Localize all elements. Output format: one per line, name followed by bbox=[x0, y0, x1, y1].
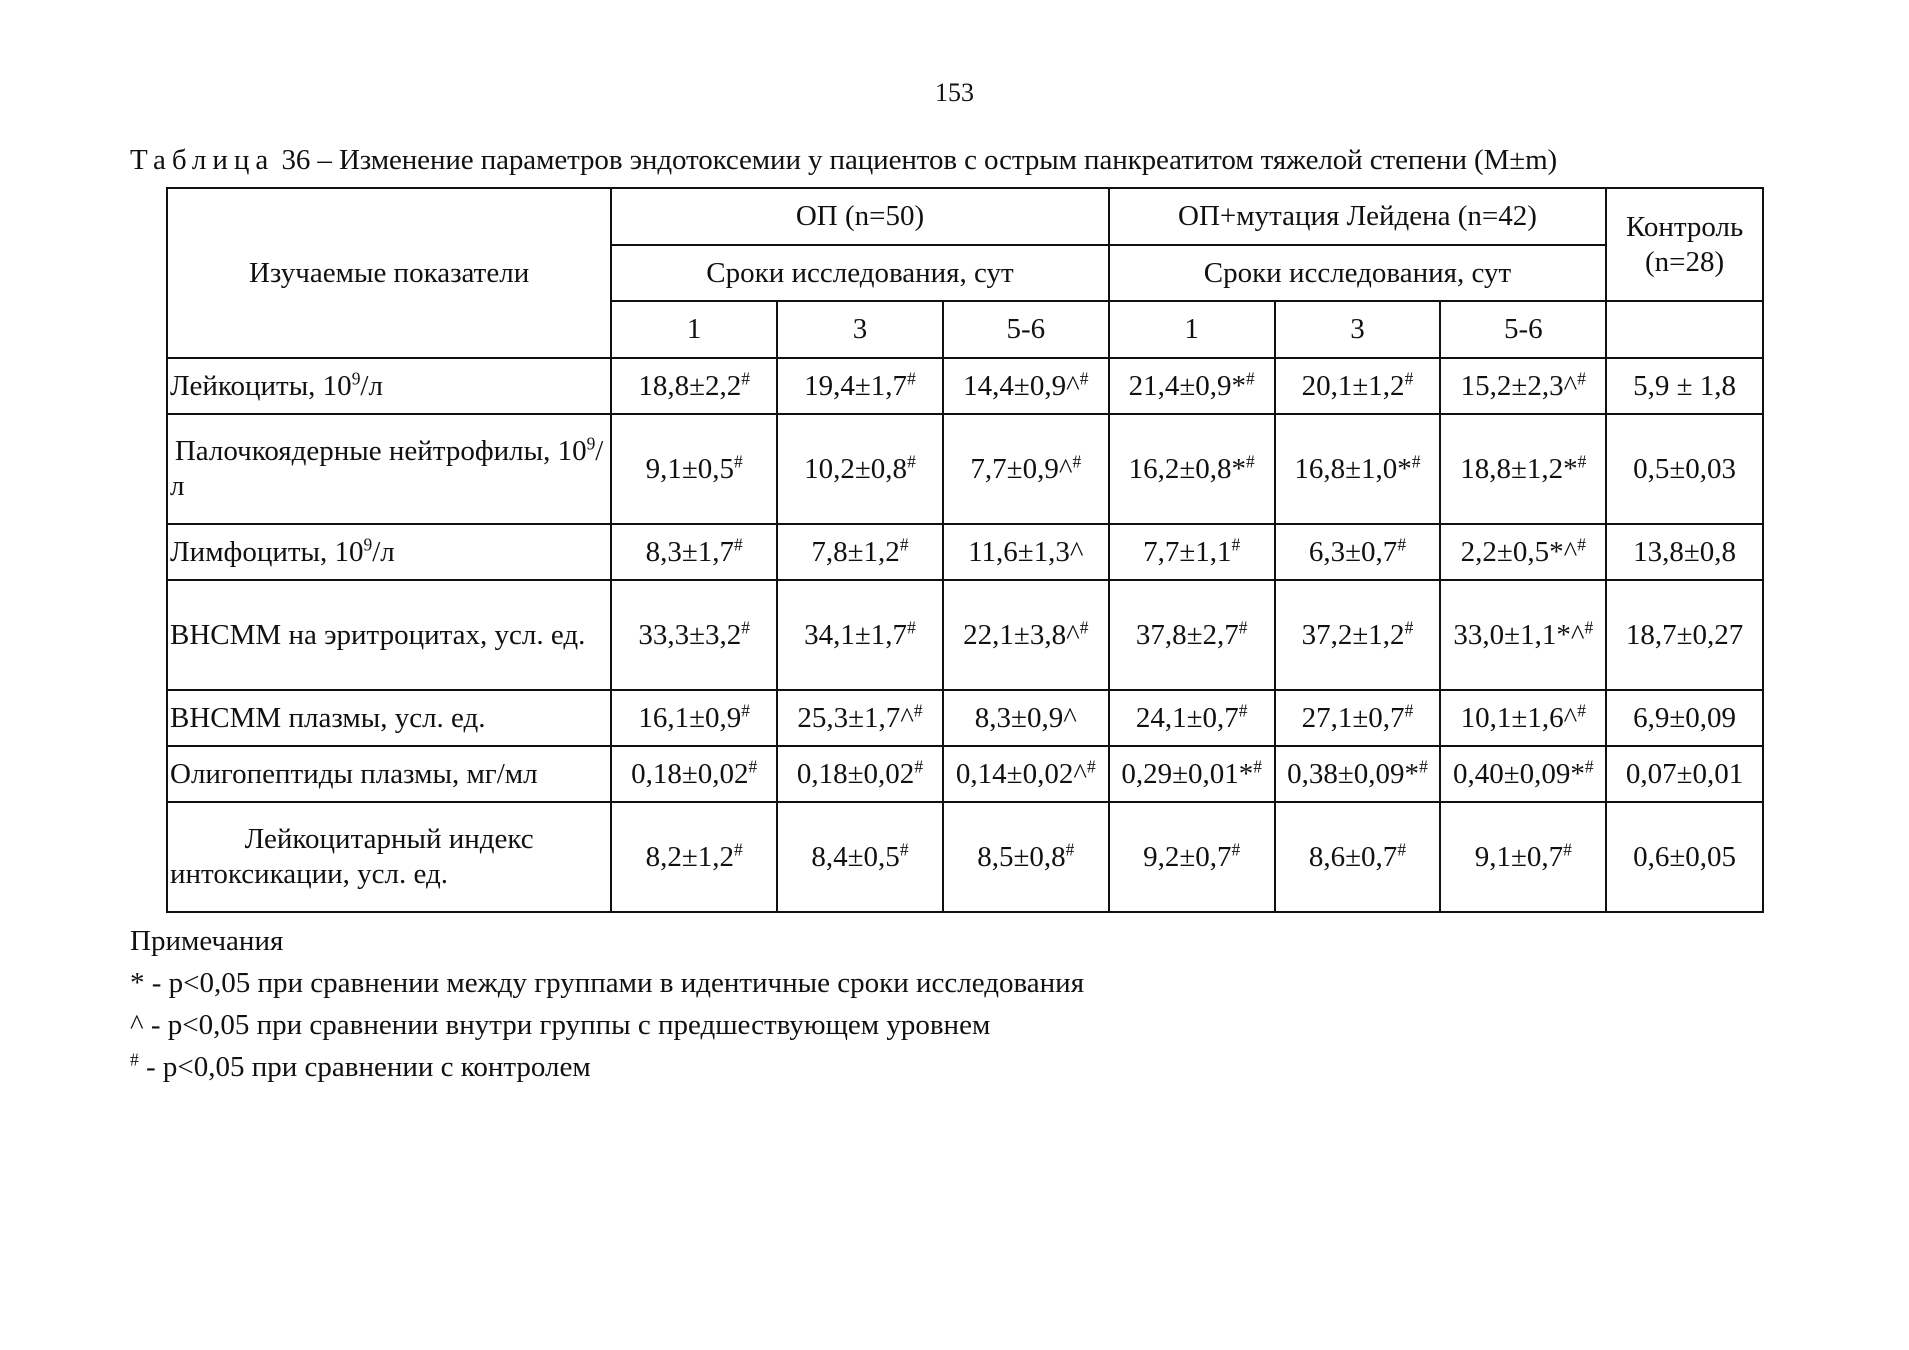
cell-significance-mark: # bbox=[733, 533, 743, 554]
cell-significance-mark: # bbox=[741, 699, 750, 720]
cell-significance-mark: # bbox=[1577, 367, 1586, 388]
cell-value: 8,4±0,5 bbox=[811, 840, 900, 873]
header-days-op: Сроки исследования, сут bbox=[611, 245, 1109, 301]
cell-significance-mark: # bbox=[1086, 755, 1096, 776]
table-cell bbox=[1440, 690, 1606, 746]
param-unit: /л bbox=[170, 435, 604, 502]
cell-value: 8,5±0,8 bbox=[977, 840, 1066, 873]
cell-significance-mark: # bbox=[1253, 755, 1262, 776]
cell-significance-mark: # bbox=[1577, 533, 1586, 554]
cell-value: 27,1±0,7 bbox=[1301, 701, 1405, 734]
table-cell bbox=[611, 802, 777, 912]
cell-value: 0,29±0,01* bbox=[1121, 757, 1254, 790]
header-control: Контроль (n=28) bbox=[1606, 188, 1763, 301]
cell-significance-mark: # bbox=[1411, 450, 1421, 471]
table-cell bbox=[1606, 358, 1763, 414]
param-exponent: 9 bbox=[363, 533, 373, 554]
cell-value: 7,7±0,9^ bbox=[970, 452, 1073, 485]
table-cell bbox=[611, 414, 777, 524]
header-param: Изучаемые показатели bbox=[167, 188, 611, 358]
cell-value: 34,1±1,7 bbox=[804, 618, 908, 651]
table-cell bbox=[943, 414, 1109, 524]
cell-value: 18,8±1,2* bbox=[1460, 452, 1578, 485]
cell-value: 25,3±1,7^ bbox=[797, 701, 914, 734]
cell-significance-mark: # bbox=[1404, 616, 1414, 637]
cell-significance-mark: # bbox=[1079, 616, 1089, 637]
table-cell bbox=[1275, 524, 1441, 580]
cell-value: 21,4±0,9* bbox=[1128, 369, 1246, 402]
cell-value: 2,2±0,5*^ bbox=[1460, 535, 1578, 568]
table-cell bbox=[777, 746, 943, 802]
cell-value: 0,38±0,09* bbox=[1287, 757, 1420, 790]
cell-significance-mark: # bbox=[733, 838, 743, 859]
table-cell bbox=[1606, 746, 1763, 802]
table-body bbox=[167, 358, 1763, 912]
cell-value: 8,3±1,7 bbox=[645, 535, 734, 568]
row-param bbox=[167, 802, 611, 912]
table-cell bbox=[1275, 802, 1441, 912]
cell-value: 16,1±0,9 bbox=[638, 701, 742, 734]
table-cell bbox=[1275, 358, 1441, 414]
cell-value: 6,9±0,09 bbox=[1633, 701, 1737, 734]
cell-significance-mark: # bbox=[899, 838, 909, 859]
table-cell bbox=[611, 524, 777, 580]
cell-significance-mark: # bbox=[899, 533, 909, 554]
cell-value: 11,6±1,3^ bbox=[968, 535, 1084, 568]
cell-value: 0,40±0,09* bbox=[1452, 757, 1585, 790]
table-cell bbox=[943, 524, 1109, 580]
cell-significance-mark: # bbox=[907, 367, 916, 388]
cell-value: 0,07±0,01 bbox=[1625, 757, 1744, 790]
table-cell bbox=[943, 690, 1109, 746]
cell-value: 9,1±0,5 bbox=[645, 452, 734, 485]
param-text: ВНСММ плазмы, усл. ед. bbox=[170, 701, 486, 734]
cell-significance-mark: # bbox=[1238, 699, 1248, 720]
cell-significance-mark: # bbox=[1231, 533, 1241, 554]
cell-value: 8,2±1,2 bbox=[645, 840, 734, 873]
endotoxemia-table bbox=[166, 187, 1764, 913]
table-cell bbox=[777, 524, 943, 580]
cell-value: 10,1±1,6^ bbox=[1460, 701, 1578, 734]
cell-value: 0,5±0,03 bbox=[1633, 452, 1737, 485]
row-param bbox=[167, 690, 611, 746]
cell-significance-mark: # bbox=[1584, 616, 1594, 637]
table-cell bbox=[611, 358, 777, 414]
cell-value: 8,6±0,7 bbox=[1308, 840, 1398, 873]
cell-value: 7,7±1,1 bbox=[1143, 535, 1232, 568]
cell-value: 18,8±2,2 bbox=[638, 369, 742, 402]
cell-value: 0,14±0,02^ bbox=[955, 757, 1087, 790]
table-row bbox=[167, 690, 1763, 746]
param-text: ВНСММ на эритроцитах, усл. ед. bbox=[170, 618, 586, 651]
param-exponent: 9 bbox=[586, 433, 596, 454]
row-param bbox=[167, 358, 611, 414]
cell-value: 0,6±0,05 bbox=[1633, 840, 1737, 873]
cell-value: 16,8±1,0* bbox=[1294, 452, 1412, 485]
cell-significance-mark: # bbox=[1231, 838, 1241, 859]
table-cell bbox=[1109, 746, 1275, 802]
note-item bbox=[130, 1046, 1084, 1088]
cell-significance-mark: # bbox=[914, 755, 924, 776]
table-cell bbox=[777, 802, 943, 912]
cell-value: 14,4±0,9^ bbox=[963, 369, 1080, 402]
cell-value: 33,3±3,2 bbox=[638, 618, 742, 651]
cell-value: 15,2±2,3^ bbox=[1460, 369, 1578, 402]
cell-significance-mark: # bbox=[748, 755, 758, 776]
table-cell bbox=[943, 580, 1109, 690]
cell-value: 7,8±1,2 bbox=[811, 535, 900, 568]
cell-value: 19,4±1,7 bbox=[804, 369, 908, 402]
cell-significance-mark: # bbox=[1397, 533, 1407, 554]
table-row bbox=[167, 524, 1763, 580]
table-cell bbox=[943, 358, 1109, 414]
cell-significance-mark: # bbox=[733, 450, 743, 471]
cell-significance-mark: # bbox=[1404, 699, 1414, 720]
cell-value: 37,8±2,7 bbox=[1135, 618, 1239, 651]
cell-significance-mark: # bbox=[741, 616, 750, 637]
cell-significance-mark: # bbox=[1577, 450, 1587, 471]
table-cell bbox=[1109, 358, 1275, 414]
table-cell bbox=[943, 746, 1109, 802]
table-cell bbox=[1275, 414, 1441, 524]
param-text: Лейкоциты, 10 bbox=[170, 369, 352, 402]
cell-value: 9,2±0,7 bbox=[1143, 840, 1232, 873]
table-cell bbox=[611, 746, 777, 802]
note-mark: # bbox=[130, 1049, 139, 1070]
table-cell bbox=[1440, 414, 1606, 524]
cell-significance-mark: # bbox=[1245, 450, 1255, 471]
table-cell bbox=[611, 690, 777, 746]
table-row bbox=[167, 414, 1763, 524]
table-cell bbox=[1109, 414, 1275, 524]
notes bbox=[130, 920, 1084, 1088]
cell-value: 13,8±0,8 bbox=[1633, 535, 1737, 568]
cell-significance-mark: # bbox=[1419, 755, 1428, 776]
note-mark: * bbox=[130, 967, 145, 999]
note-text: - р<0,05 при сравнении между группами в идентичные сроки исследования bbox=[144, 967, 1085, 999]
caption-label: Таблица bbox=[130, 144, 275, 176]
table-caption bbox=[130, 144, 1557, 177]
param-text: Лимфоциты, 10 bbox=[170, 535, 364, 568]
header-group-leiden: ОП+мутация Лейдена (n=42) bbox=[1109, 188, 1606, 245]
cell-value: 37,2±1,2 bbox=[1301, 618, 1405, 651]
cell-value: 33,0±1,1*^ bbox=[1453, 618, 1585, 651]
note-mark: ^ bbox=[130, 1009, 144, 1041]
table-cell bbox=[1606, 524, 1763, 580]
table-cell bbox=[1606, 580, 1763, 690]
table-cell bbox=[1109, 524, 1275, 580]
cell-significance-mark: # bbox=[913, 699, 923, 720]
row-param bbox=[167, 746, 611, 802]
table-cell bbox=[943, 802, 1109, 912]
table-cell bbox=[777, 690, 943, 746]
table-cell bbox=[1440, 746, 1606, 802]
header-day: 3 bbox=[1275, 301, 1441, 358]
cell-value: 0,18±0,02 bbox=[631, 757, 749, 790]
row-param bbox=[167, 580, 611, 690]
table-cell bbox=[1275, 580, 1441, 690]
table-row bbox=[167, 358, 1763, 414]
table-cell bbox=[1440, 358, 1606, 414]
cell-significance-mark: # bbox=[1577, 699, 1586, 720]
param-unit: /л bbox=[360, 369, 383, 402]
table-cell bbox=[1275, 690, 1441, 746]
table-cell bbox=[1440, 580, 1606, 690]
table-cell bbox=[1109, 690, 1275, 746]
cell-value: 8,3±0,9^ bbox=[974, 701, 1077, 734]
table-cell bbox=[611, 580, 777, 690]
table-cell bbox=[1109, 580, 1275, 690]
cell-value: 20,1±1,2 bbox=[1301, 369, 1405, 402]
cell-significance-mark: # bbox=[907, 450, 916, 471]
cell-significance-mark: # bbox=[1065, 838, 1075, 859]
cell-value: 22,1±3,8^ bbox=[963, 618, 1080, 651]
header-day: 1 bbox=[1109, 301, 1275, 358]
page-number: 153 bbox=[935, 78, 974, 107]
header-group-op: ОП (n=50) bbox=[611, 188, 1109, 245]
caption-number: 36 bbox=[281, 144, 311, 176]
header-day: 1 bbox=[611, 301, 777, 358]
table-cell bbox=[1440, 802, 1606, 912]
cell-value: 5,9 ± 1,8 bbox=[1633, 369, 1737, 402]
table-header bbox=[167, 188, 1763, 358]
header-day: 5-6 bbox=[1440, 301, 1606, 358]
param-text: Палочкоядерные нейтрофилы, 10 bbox=[174, 435, 587, 468]
param-text: Лейкоцитарный индекс интоксикации, усл. ед. bbox=[170, 823, 534, 890]
param-text: Олигопептиды плазмы, мг/мл bbox=[170, 757, 538, 790]
param-exponent: 9 bbox=[351, 367, 361, 388]
cell-value: 16,2±0,8* bbox=[1128, 452, 1246, 485]
cell-significance-mark: # bbox=[1245, 367, 1255, 388]
note-item bbox=[130, 962, 1084, 1004]
table-cell bbox=[1109, 802, 1275, 912]
cell-value: 10,2±0,8 bbox=[804, 452, 908, 485]
param-unit: /л bbox=[372, 535, 395, 568]
cell-significance-mark: # bbox=[1584, 755, 1594, 776]
cell-value: 24,1±0,7 bbox=[1135, 701, 1239, 734]
cell-value: 0,18±0,02 bbox=[796, 757, 915, 790]
caption-text: – Изменение параметров эндотоксемии у пациентов с острым панкреатитом тяжелой степени (M±m) bbox=[317, 144, 1558, 176]
row-param bbox=[167, 414, 611, 524]
notes-title: Примечания bbox=[130, 925, 284, 957]
cell-value: 6,3±0,7 bbox=[1308, 535, 1398, 568]
cell-significance-mark: # bbox=[1397, 838, 1407, 859]
header-day: 5-6 bbox=[943, 301, 1109, 358]
cell-significance-mark: # bbox=[1079, 367, 1089, 388]
table-cell bbox=[1606, 414, 1763, 524]
table-cell bbox=[1440, 524, 1606, 580]
note-text: - р<0,05 при сравнении внутри группы с предшествующем уровнем bbox=[143, 1009, 991, 1041]
table-cell bbox=[777, 414, 943, 524]
cell-value: 18,7±0,27 bbox=[1625, 618, 1744, 651]
cell-significance-mark: # bbox=[907, 616, 916, 637]
cell-significance-mark: # bbox=[1563, 838, 1572, 859]
note-text: - р<0,05 при сравнении с контролем bbox=[138, 1051, 591, 1083]
table-cell bbox=[1275, 746, 1441, 802]
table-cell bbox=[777, 580, 943, 690]
table-row bbox=[167, 580, 1763, 690]
cell-significance-mark: # bbox=[1404, 367, 1414, 388]
cell-significance-mark: # bbox=[741, 367, 750, 388]
note-item bbox=[130, 1004, 1084, 1046]
cell-value: 9,1±0,7 bbox=[1474, 840, 1564, 873]
header-day: 3 bbox=[777, 301, 943, 358]
table-cell bbox=[1606, 690, 1763, 746]
table-row bbox=[167, 802, 1763, 912]
cell-significance-mark: # bbox=[1238, 616, 1248, 637]
table-cell bbox=[1606, 802, 1763, 912]
table-row bbox=[167, 746, 1763, 802]
cell-significance-mark: # bbox=[1072, 450, 1082, 471]
row-param bbox=[167, 524, 611, 580]
table-cell bbox=[777, 358, 943, 414]
header-control-empty bbox=[1606, 301, 1763, 358]
header-days-leiden: Сроки исследования, сут bbox=[1109, 245, 1606, 301]
